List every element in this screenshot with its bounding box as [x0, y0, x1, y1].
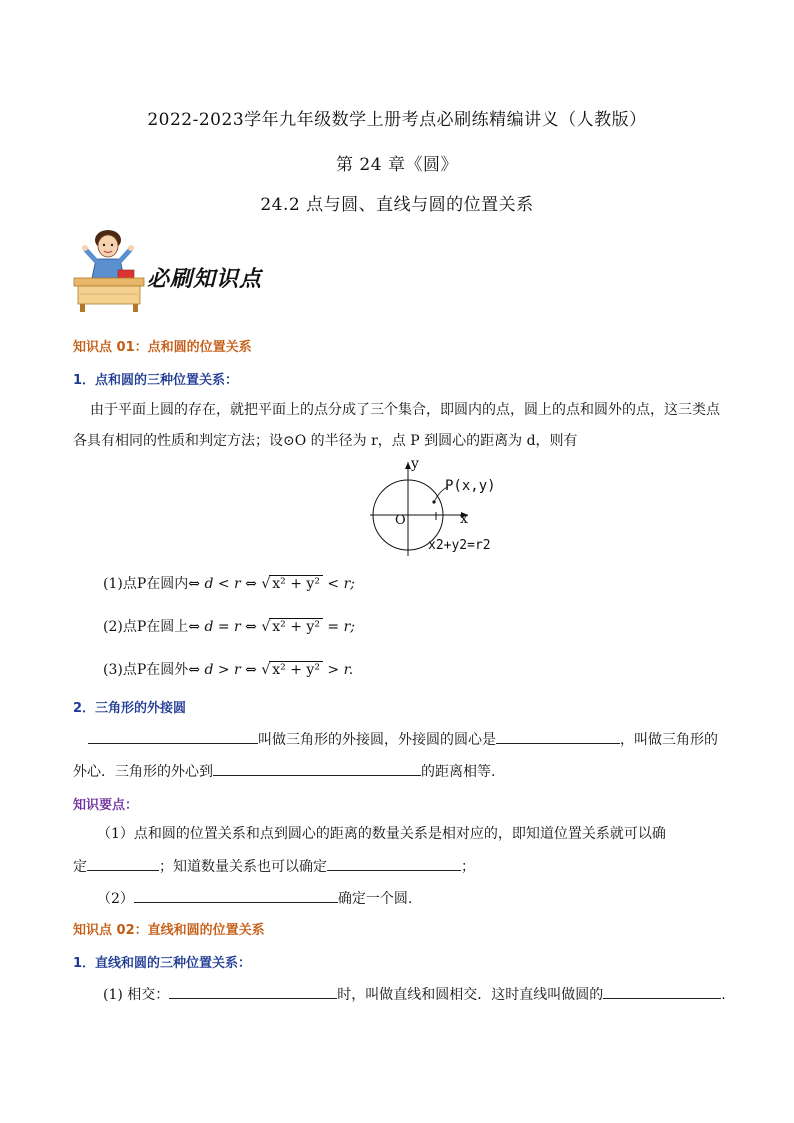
fill-blank-1[interactable] [88, 729, 258, 744]
key-point-1-line2: 定 ；知道数量关系也可以确定 ； [73, 856, 475, 876]
kp1-subheading-2: 2．三角形的外接圆 [73, 701, 187, 716]
case-inside: (1)点P在圆内⇔ d < r ⇔ √ x² + y² < r; [103, 576, 355, 592]
banner-label: 必刷知识点 [147, 266, 263, 292]
key-points-heading: 知识要点： [73, 798, 139, 813]
kp1-heading: 知识点 01：点和圆的位置关系 [73, 340, 252, 355]
kp1-subheading-1: 1．点和圆的三种位置关系： [73, 373, 239, 388]
kp2-heading: 知识点 02：直线和圆的位置关系 [73, 923, 265, 938]
y-axis-label: y [411, 456, 419, 472]
section-title: 24.2 点与圆、直线与圆的位置关系 [260, 195, 534, 215]
kp2-intersect-line: (1) 相交： 时，叫做直线和圆相交．这时直线叫做圆的 . [103, 984, 726, 1004]
chapter-title: 第 24 章《圆》 [336, 155, 458, 175]
point-p-label: P(x,y) [445, 478, 496, 494]
fill-blank-7[interactable] [169, 984, 337, 999]
key-point-2: （2） 确定一个圆. [97, 888, 412, 908]
fill-blank-8[interactable] [603, 984, 721, 999]
kp1-paragraph-line1: 由于平面上圆的存在，就把平面上的点分成了三个集合，即圆内的点，圆上的点和圆外的点，这三类点 [90, 402, 720, 418]
fill-blank-5[interactable] [327, 856, 461, 871]
fill-blank-3[interactable] [213, 761, 421, 776]
kp2-subheading-1: 1．直线和圆的三种位置关系： [73, 956, 252, 971]
teacher-illustration [72, 226, 147, 312]
case-on: (2)点P在圆上⇔ d = r ⇔ √ x² + y² = r; [103, 619, 355, 635]
circumcircle-line1: 叫做三角形的外接圆，外接圆的圆心是 ，叫做三角形的 [88, 729, 718, 749]
origin-label: O [395, 513, 406, 528]
x-axis-label: x [460, 511, 468, 527]
fill-blank-6[interactable] [134, 888, 338, 903]
key-point-1-line1: （1）点和圆的位置关系和点到圆心的距离的数量关系是相对应的，即知道位置关系就可以确 [97, 826, 666, 842]
fill-blank-2[interactable] [496, 729, 620, 744]
case-outside: (3)点P在圆外⇔ d > r ⇔ √ x² + y² > r. [103, 662, 354, 678]
circumcircle-line2: 外心．三角形的外心到 的距离相等. [73, 761, 495, 781]
circle-equation: x2+y2=r2 [428, 538, 491, 553]
fill-blank-4[interactable] [87, 856, 159, 871]
document-title: 2022-2023学年九年级数学上册考点必刷练精编讲义（人教版） [147, 110, 647, 130]
kp1-paragraph-line2: 各具有相同的性质和判定方法；设⊙O 的半径为 r，点 P 到圆心的距离为 d，则有 [73, 433, 578, 449]
